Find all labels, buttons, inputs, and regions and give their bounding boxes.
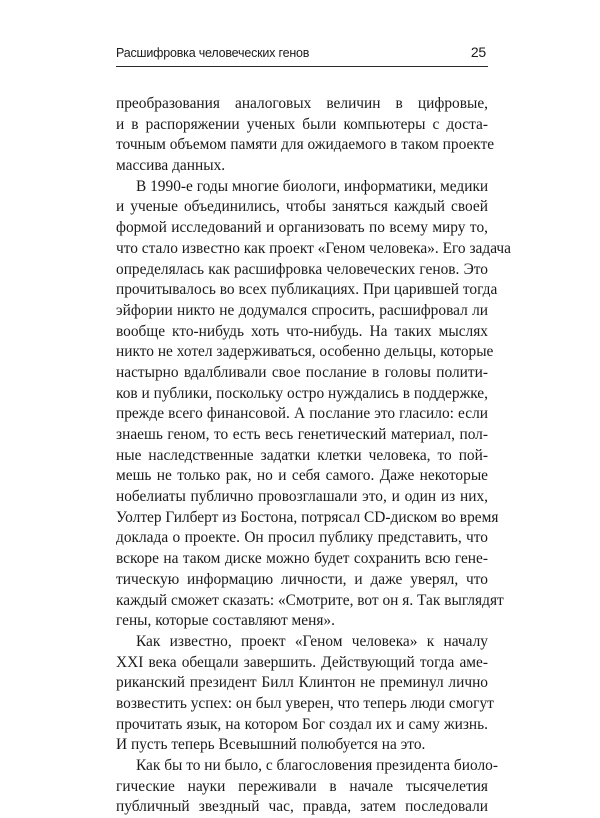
text-line: мешь не только рак, но и себя самого. Даже некоторые (116, 467, 488, 485)
text-line: гические науки переживали в начале тысячелетия (116, 777, 488, 795)
text-line: и ученые объединились, чтобы заняться каждый своей (116, 198, 488, 216)
text-line: доклада о проекте. Он просил публику представить, что (116, 529, 488, 547)
text-line: гены, которые составляют меня». (116, 612, 335, 630)
page-number: 25 (470, 44, 486, 60)
text-line: ков и публики, поскольку остро нуждались в поддержке, (116, 384, 488, 402)
text-line: настырно вдалбливали свое послание в головы полити- (116, 363, 488, 381)
text-line: никто не хотел задерживаться, особенно дельцы, которые (116, 343, 494, 361)
chapter-title: Расшифровка человеческих генов (116, 46, 310, 60)
text-line: что стало известно как проект «Геном человека». Его задача (116, 239, 511, 257)
text-line: И пусть теперь Всевышний полюбуется на это. (116, 736, 426, 754)
text-line: прежде всего финансовой. А послание это гласило: если (116, 405, 488, 423)
header-rule (116, 66, 488, 67)
text-line: XXI века обещали завершить. Действующий тогда аме- (116, 653, 488, 671)
text-line: точным объемом памяти для ожидаемого в таком проекте (116, 136, 495, 154)
text-line: прочитывалось во всех публикациях. При царившей тогда (116, 281, 498, 299)
text-line: Как бы то ни было, с благословения президента биоло- (136, 757, 498, 774)
text-line: публичный звездный час, правда, затем последовали (116, 798, 488, 816)
text-line: риканский президент Билл Клинтон не преминул лично (116, 674, 488, 692)
text-line: возвестить успех: он был уверен, что теперь люди смогут (116, 694, 494, 712)
text-line: тическую информацию личности, и даже уверял, что (116, 570, 488, 588)
text-line: ные наследственные задатки клетки человека, то пой- (116, 446, 488, 464)
text-line: и в распоряжении ученых были компьютеры с доста- (116, 115, 488, 133)
text-line: формой исследований и организовать по всему миру то, (116, 219, 488, 237)
text-line: Уолтер Гилберт из Бостона, потрясал CD-диском во время (116, 508, 499, 526)
text-line: массива данных. (116, 157, 226, 175)
text-line: определялась как расшифровка человеческих генов. Это (116, 260, 488, 278)
running-header (116, 44, 488, 68)
text-line: вскоре на таком диске можно будет сохранить всю гене- (116, 550, 488, 568)
text-line: прочитать язык, на котором Бог создал их и саму жизнь. (116, 715, 488, 733)
body-text (116, 94, 511, 818)
text-line: знаешь геном, то есть весь генетический материал, пол- (116, 426, 488, 443)
text-line: преобразования аналоговых величин в цифровые, (116, 95, 488, 112)
text-line: нобелиаты публично провозглашали это, и один из них, (116, 488, 488, 506)
text-line: каждый сможет сказать: «Смотрите, вот он я. Так выглядят (116, 591, 504, 609)
text-line: В 1990-е годы многие биологи, информатики, медики (136, 177, 489, 195)
text-line: Как известно, проект «Геном человека» к началу (136, 632, 488, 650)
text-line: вообще кто-нибудь хоть что-нибудь. На таких мыслях (116, 322, 488, 340)
text-line: эйфории никто не додумался спросить, расшифровал ли (116, 301, 488, 319)
